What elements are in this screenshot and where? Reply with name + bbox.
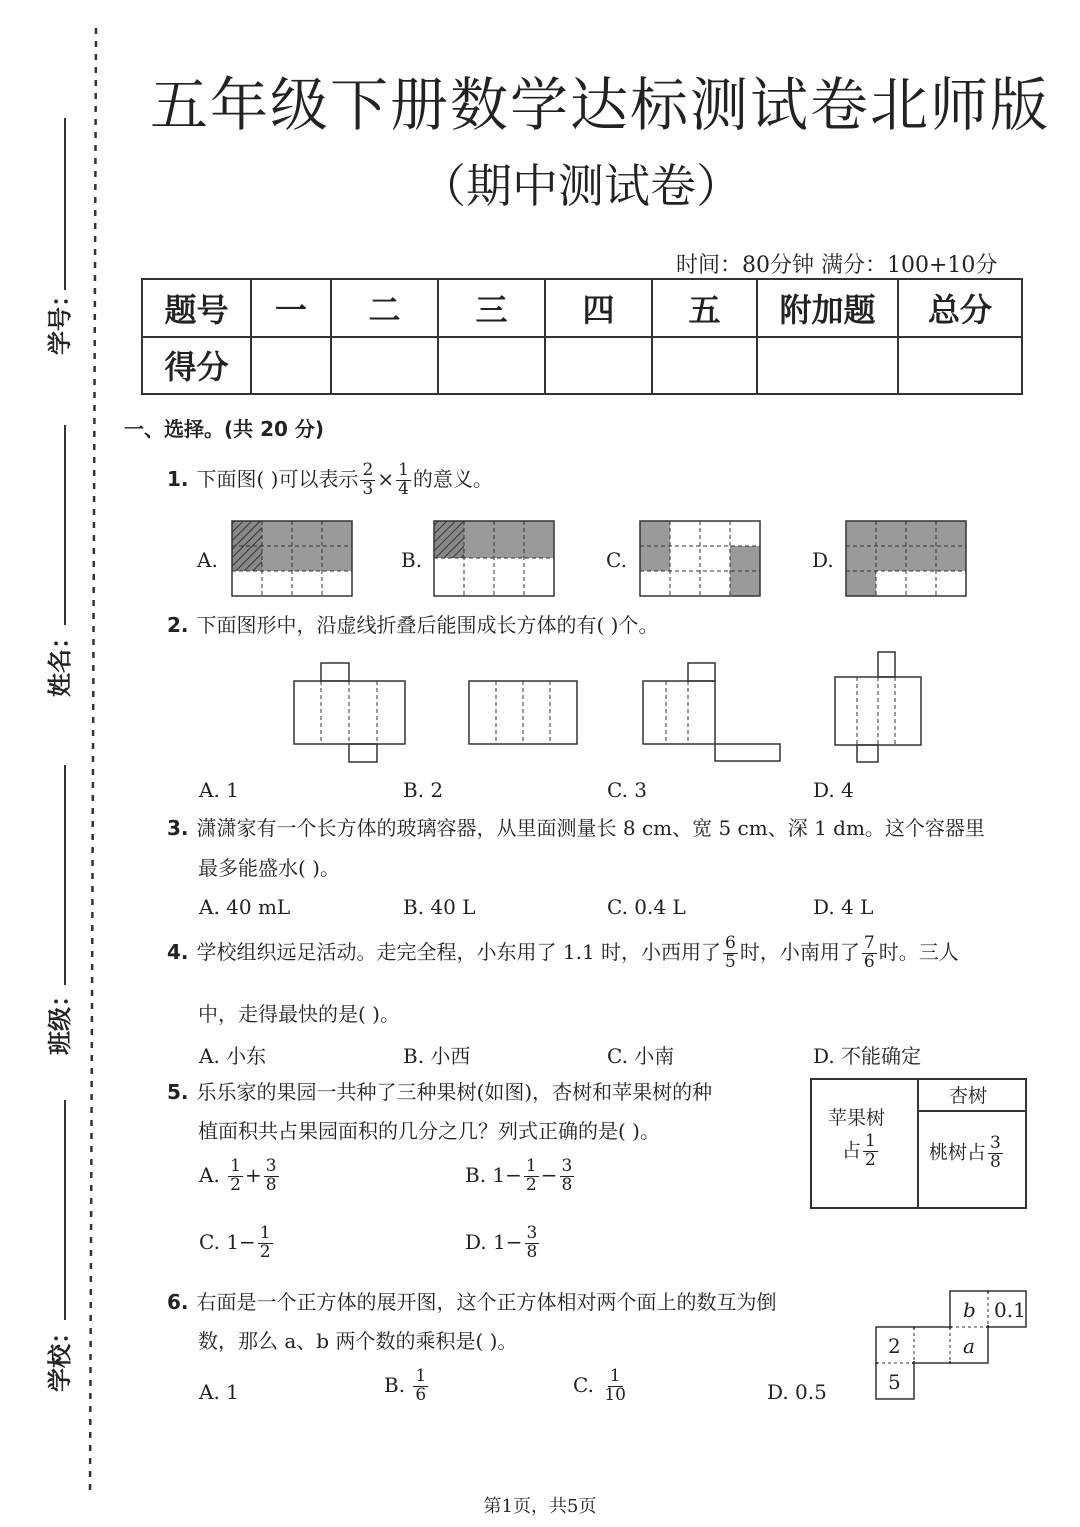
q4-option-d[interactable]: D. 不能确定 [813, 1044, 922, 1068]
time-info: 时间：80分钟 满分：100+10分 [676, 253, 998, 278]
q1-option-b[interactable]: B. [401, 548, 423, 572]
q4-option-a[interactable]: A. 小东 [199, 1044, 267, 1068]
q4-text-line2: 中，走得最快的是( )。 [198, 1002, 400, 1026]
q3-option-c[interactable]: C. 0.4 L [607, 895, 686, 919]
apple-share: 占 $\frac{1}{2}$ [842, 1131, 876, 1170]
page-footer: 第1页，共5页 [483, 1496, 597, 1517]
question-number: 4. [167, 939, 189, 964]
q6-text-line2: 数，那么 a、b 两个数的乘积是( )。 [198, 1329, 518, 1353]
q2-option-d[interactable]: D. 4 [813, 778, 854, 802]
fraction: $\frac{7}{6}$ [863, 933, 875, 972]
class-label: 班级： [46, 983, 74, 1055]
q5-option-b[interactable]: B. 1− $\frac{1}{2}$ − $\frac{3}{8}$ [465, 1156, 573, 1195]
question-number: 5. [167, 1080, 189, 1104]
score-header-cell: 附加题 [757, 279, 898, 337]
q1-text: 下面图( )可以表示 [196, 466, 359, 491]
question-number: 2. [167, 613, 189, 637]
q1-option-d[interactable]: D. [812, 548, 834, 572]
q2-text: 下面图形中，沿虚线折叠后能围成长方体的有( )个。 [196, 613, 659, 637]
q5-option-d[interactable]: D. 1− $\frac{3}{8}$ [465, 1223, 538, 1262]
q3-option-d[interactable]: D. 4 L [813, 895, 874, 919]
net-face-0-1: 0.1 [994, 1298, 1026, 1322]
net-face-a: a [963, 1334, 975, 1358]
q2-option-a[interactable]: A. 1 [199, 778, 239, 802]
question-number: 1. [167, 466, 189, 491]
score-header-cell: 一 [251, 279, 331, 337]
fraction: $\frac{3}{8}$ [990, 1133, 1001, 1172]
q3-text-line1: 潇潇家有一个长方体的玻璃容器，从里面测量长 8 cm、宽 5 cm、深 1 dm。这个容器里 [196, 816, 985, 840]
score-row-label: 得分 [142, 337, 251, 395]
q5-option-a[interactable]: A. $\frac{1}{2}$ + $\frac{3}{8}$ [199, 1156, 277, 1195]
question-1: 1. 下面图( )可以表示 $\frac{2}{3}$ × $\frac{1}{4}$ 的意义。 [167, 460, 493, 499]
apricot-label: 杏树 [949, 1085, 988, 1107]
q1-option-a[interactable]: A. [197, 548, 218, 572]
question-number: 3. [167, 816, 189, 840]
fraction: $\frac{2}{3}$ [362, 460, 374, 499]
score-header-cell: 总分 [898, 279, 1022, 337]
score-header-cell: 三 [438, 279, 545, 337]
q5-text-line2: 植面积共占果园面积的几分之几？列式正确的是( )。 [198, 1119, 660, 1143]
q3-option-a[interactable]: A. 40 mL [199, 895, 291, 919]
q2-option-c[interactable]: C. 3 [607, 778, 648, 802]
question-4: 4. 学校组织远足活动。走完全程，小东用了 1.1 时，小西用了 $\frac{6}{5}$ 时，小南用了 $\frac{7}{6}$ 时。三人 [167, 933, 959, 972]
score-header-cell: 二 [331, 279, 438, 337]
score-header-cell: 四 [545, 279, 652, 337]
school-label: 学校： [46, 1320, 74, 1392]
q4-option-c[interactable]: C. 小南 [607, 1044, 675, 1068]
q6-option-d[interactable]: D. 0.5 [767, 1380, 827, 1404]
fraction: $\frac{1}{4}$ [398, 460, 409, 499]
question-5: 5. 乐乐家的果园一共种了三种果树(如图)，杏树和苹果树的种 [167, 1080, 713, 1104]
score-header-cell: 五 [652, 279, 757, 337]
name-label: 姓名： [46, 625, 74, 697]
fraction: $\frac{1}{2}$ [865, 1131, 876, 1170]
q2-option-b[interactable]: B. 2 [403, 778, 444, 802]
student-id-label: 学号： [46, 283, 74, 355]
q4-option-b[interactable]: B. 小西 [403, 1044, 471, 1068]
q3-option-b[interactable]: B. 40 L [403, 895, 476, 919]
q6-option-a[interactable]: A. 1 [199, 1380, 239, 1404]
section-heading: 一、选择。(共 20 分) [124, 417, 325, 441]
net-face-2: 2 [888, 1334, 901, 1358]
question-6: 6. 右面是一个正方体的展开图，这个正方体相对两个面上的数互为倒 [167, 1290, 777, 1314]
net-face-b: b [963, 1298, 976, 1322]
q6-option-b[interactable]: B. $\frac{1}{6}$ [384, 1366, 427, 1405]
q3-text-line2: 最多能盛水( )。 [198, 856, 340, 880]
question-number: 6. [167, 1290, 189, 1314]
page-title: 五年级下册数学达标测试卷北师版 [150, 71, 1051, 139]
net-face-5: 5 [888, 1370, 901, 1394]
apple-label: 苹果树 [828, 1107, 886, 1129]
q6-option-c[interactable]: C. $\frac{1}{10}$ [573, 1366, 626, 1405]
q1-option-c[interactable]: C. [606, 548, 627, 572]
fraction: $\frac{6}{5}$ [725, 933, 736, 972]
score-header-cell: 题号 [142, 279, 251, 337]
page-subtitle: （期中测试卷） [420, 159, 742, 213]
q5-option-c[interactable]: C. 1− $\frac{1}{2}$ [199, 1223, 271, 1262]
peach-share: 桃树占 $\frac{3}{8}$ [929, 1133, 1001, 1172]
